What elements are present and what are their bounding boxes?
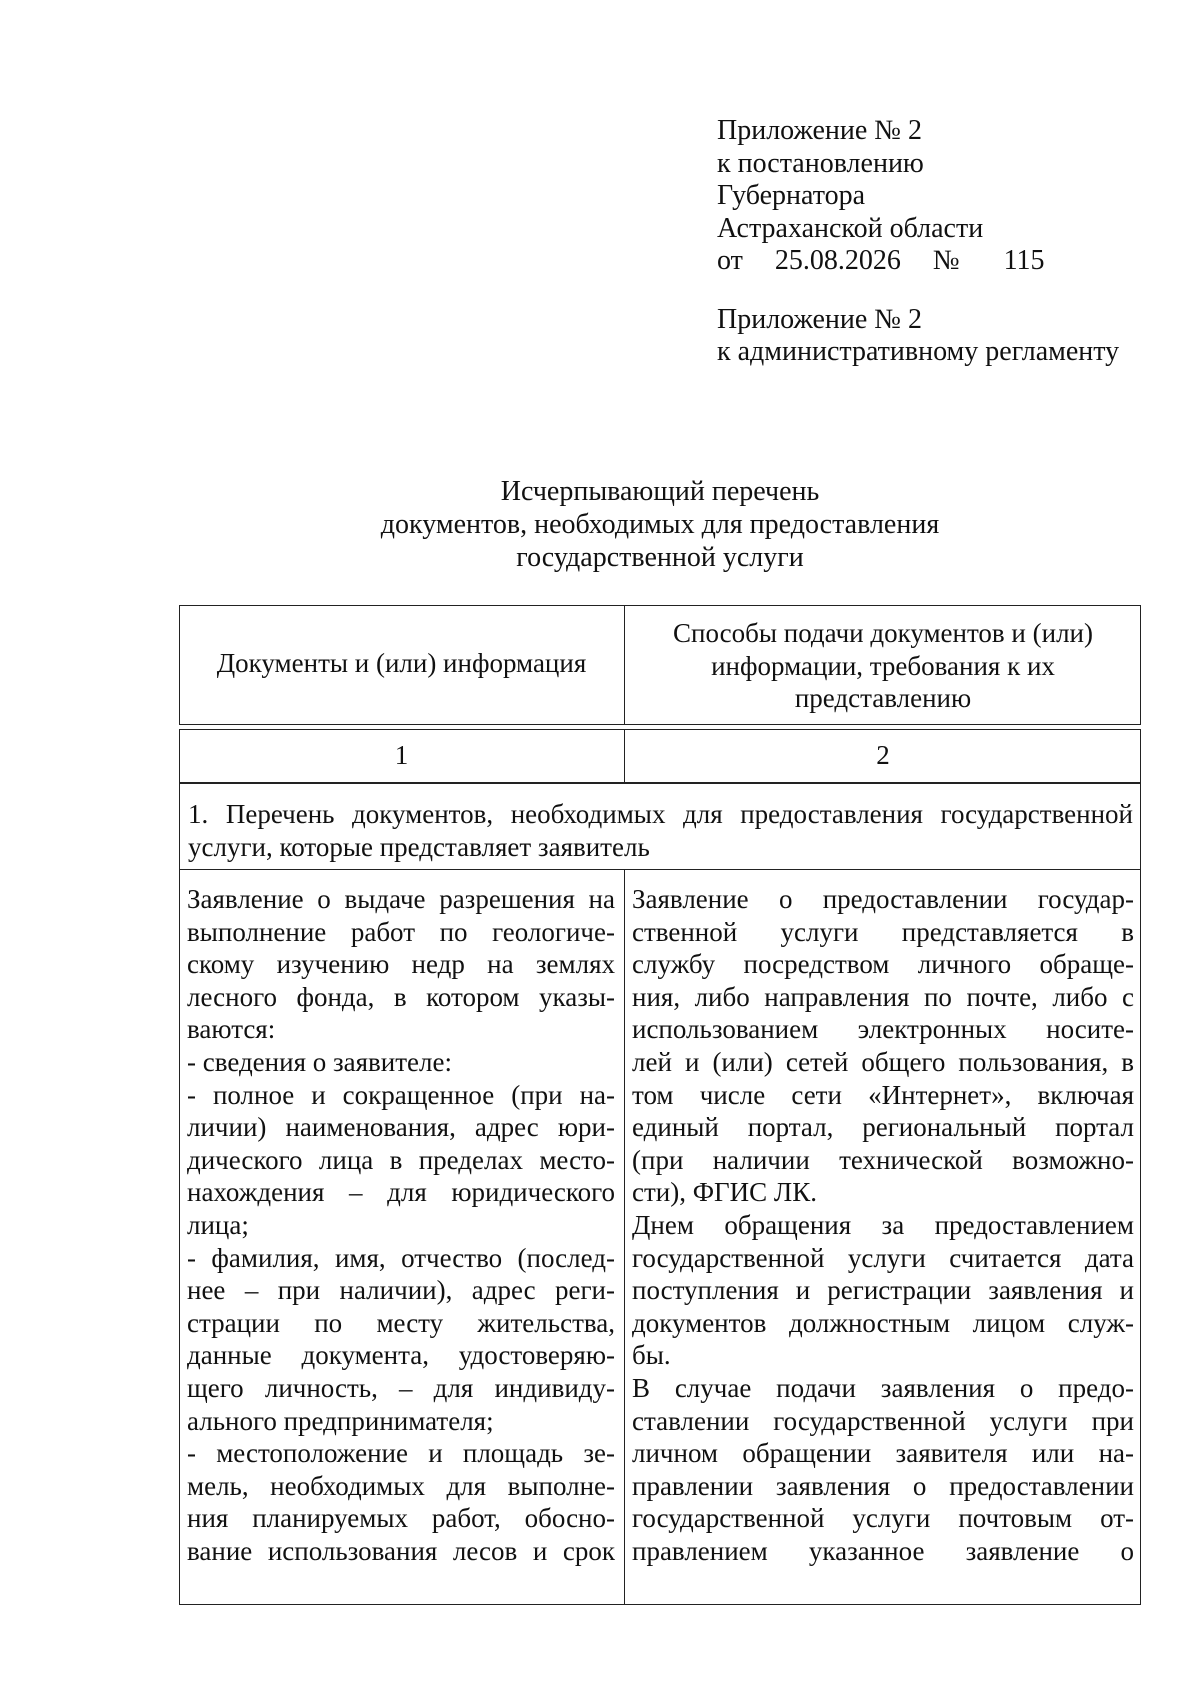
annex2-line: к административному регламенту: [717, 336, 1120, 367]
section-line: услуги, которые представляет заявитель: [188, 831, 650, 862]
document-title: [0, 475, 1200, 574]
date-prefix: от: [717, 245, 743, 276]
cell-line: выполнение работ по геологиче-: [187, 916, 615, 947]
annex-line: Приложение № 2: [717, 115, 922, 146]
cell-line: данные документа, удостоверяю-: [187, 1340, 615, 1371]
column-number-2: 2: [876, 740, 890, 770]
documents-table: [179, 605, 1141, 1605]
cell-line: нее – при наличии), адрес реги-: [187, 1275, 615, 1306]
cell-line: бы.: [632, 1340, 671, 1371]
cell-line: ния планируемых работ, обосно-: [187, 1503, 615, 1534]
title-line: документов, необходимых для предоставления: [380, 509, 940, 540]
cell-line: В случае подачи заявления о предо-: [632, 1372, 1134, 1403]
cell-line: правлением указанное заявление о: [632, 1535, 1134, 1566]
cell-line: - сведения о заявителе:: [187, 1046, 452, 1077]
title-line: государственной услуги: [516, 542, 804, 573]
cell-line: щего личность, – для индивиду-: [187, 1372, 615, 1403]
cell-line: том числе сети «Интернет», включая: [632, 1079, 1134, 1110]
cell-line: Заявление о предоставлении государ-: [632, 884, 1134, 914]
documents-cell: [187, 883, 615, 1567]
header-line: информации, требования к их: [711, 650, 1055, 681]
annex-date: 25.08.2026: [774, 245, 901, 276]
cell-line: Днем обращения за предоставлением: [632, 1209, 1134, 1240]
number-sign: №: [932, 245, 960, 276]
cell-line: государственной услуги почтовым от-: [632, 1503, 1134, 1534]
cell-line: личии) наименования, адрес юри-: [187, 1112, 615, 1143]
methods-cell: [632, 883, 1134, 1567]
cell-line: ального предпринимателя;: [187, 1405, 494, 1436]
cell-line: - полное и сокращенное (при на-: [187, 1079, 615, 1110]
annex-date-line: [717, 245, 1119, 278]
section-divider: [179, 869, 1141, 870]
annex-line: Астраханской области: [717, 212, 984, 244]
cell-line: мель, необходимых для выполне-: [187, 1470, 615, 1501]
cell-line: личном обращении заявителя или на-: [632, 1438, 1134, 1469]
cell-line: государственной услуги считается дата: [632, 1242, 1134, 1273]
cell-line: - фамилия, имя, отчество (послед-: [187, 1242, 615, 1273]
cell-line: скому изучению недр на землях: [187, 949, 615, 980]
cell-line: сти), ФГИС ЛК.: [632, 1177, 817, 1208]
cell-line: Заявление о выдаче разрешения на: [187, 884, 615, 914]
cell-line: поступления и регистрации заявления и: [632, 1275, 1134, 1306]
column-divider: [624, 869, 625, 1605]
annex2-line: Приложение № 2: [717, 303, 922, 335]
cell-line: - местоположение и площадь зе-: [187, 1438, 615, 1469]
cell-line: ния, либо направления по почте, либо с: [632, 981, 1134, 1012]
cell-line: службу посредством личного обраще-: [632, 949, 1134, 980]
cell-line: ставлении государственной услуги при: [632, 1405, 1134, 1436]
cell-line: страции по месту жительства,: [187, 1307, 615, 1338]
cell-line: лица;: [187, 1209, 249, 1240]
cell-line: лей и (или) сетей общего пользования, в: [632, 1046, 1134, 1077]
cell-line: лесного фонда, в котором указы-: [187, 981, 615, 1012]
header-line: представлению: [794, 683, 972, 714]
header-line: Способы подачи документов и (или): [673, 618, 1093, 648]
column-header-documents: Документы и (или) информация: [216, 648, 587, 678]
cell-line: правлении заявления о предоставлении: [632, 1470, 1134, 1501]
annex-line: Губернатора: [717, 180, 866, 211]
cell-line: вание использования лесов и срок: [187, 1535, 615, 1566]
title-line: Исчерпывающий перечень: [500, 476, 820, 507]
section-line: 1. Перечень документов, необходимых для предоставления государственной: [188, 799, 1133, 829]
cell-line: документов должностным лицом служ-: [632, 1307, 1134, 1338]
cell-line: (при наличии технической возможно-: [632, 1144, 1134, 1175]
cell-line: ственной услуги представляется в: [632, 916, 1134, 947]
annex-line: к постановлению: [717, 147, 924, 179]
cell-line: нахождения – для юридического: [187, 1177, 615, 1208]
cell-line: использованием электронных носите-: [632, 1014, 1134, 1045]
column-header-methods: [625, 617, 1141, 715]
cell-line: дического лица в пределах место-: [187, 1144, 615, 1175]
annex-number: 115: [1003, 245, 1045, 276]
column-number-1: 1: [394, 740, 409, 770]
annex-header: [717, 115, 1119, 369]
section-heading: [188, 798, 1133, 863]
cell-line: единый портал, региональный портал: [632, 1112, 1134, 1143]
cell-line: ваются:: [187, 1014, 276, 1045]
